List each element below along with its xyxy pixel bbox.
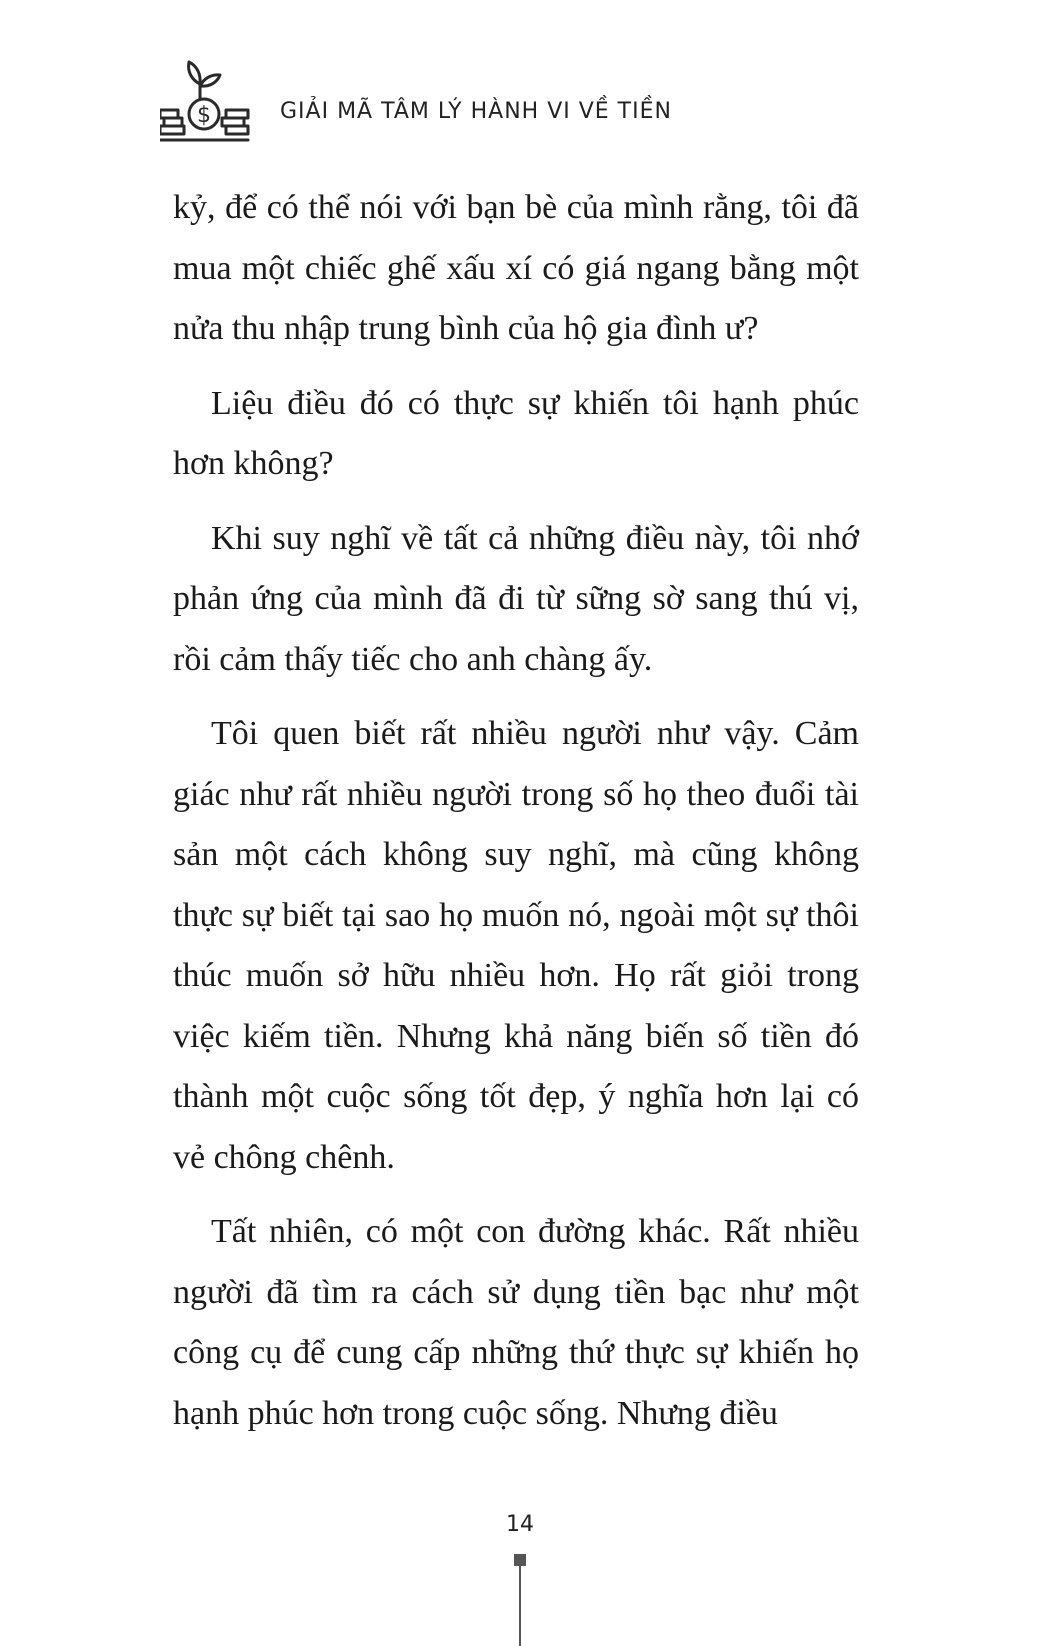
paragraph: Tôi quen biết rất nhiều người như vậy. Cảm giác như rất nhiều người trong số họ theo đuổi tài sản một cách không suy nghĩ, mà cũng không thực sự biết tại sao họ muốn nó, ngoài một sự thôi thúc muốn sở hữu nhiều hơn. Họ rất giỏi trong việc kiếm tiền. Nhưng khả năng biến số tiền đó thành một cuộc sống tốt đẹp, ý nghĩa hơn lại có vẻ chông chênh. (173, 715, 859, 1176)
paragraph-continued: kỷ, để có thể nói với bạn bè của mình rằng, tôi đã mua một chiếc ghế xấu xí có giá ngang bằng một nửa thu nhập trung bình của hộ gia đình ư? (173, 189, 859, 347)
running-header (160, 58, 860, 148)
paragraph: Tất nhiên, có một con đường khác. Rất nhiều người đã tìm ra cách sử dụng tiền bạc như một công cụ để cung cấp những thứ thực sự khiến họ hạnh phúc hơn trong cuộc sống. Nhưng điều (173, 1213, 859, 1432)
money-plant-coins-icon (160, 58, 260, 148)
running-header-title: GIẢI MÃ TÂM LÝ HÀNH VI VỀ TIỀN (280, 99, 672, 124)
page-marker-line (519, 1566, 521, 1646)
page-body (173, 178, 859, 1458)
page-marker-square (514, 1554, 526, 1566)
svg-text:$: $ (197, 103, 211, 128)
page-number: 14 (506, 1512, 534, 1537)
paragraph: Khi suy nghĩ về tất cả những điều này, tôi nhớ phản ứng của mình đã đi từ sững sờ sang thú vị, rồi cảm thấy tiếc cho anh chàng ấy. (173, 519, 859, 678)
paragraph: Liệu điều đó có thực sự khiến tôi hạnh phúc hơn không? (173, 384, 859, 482)
